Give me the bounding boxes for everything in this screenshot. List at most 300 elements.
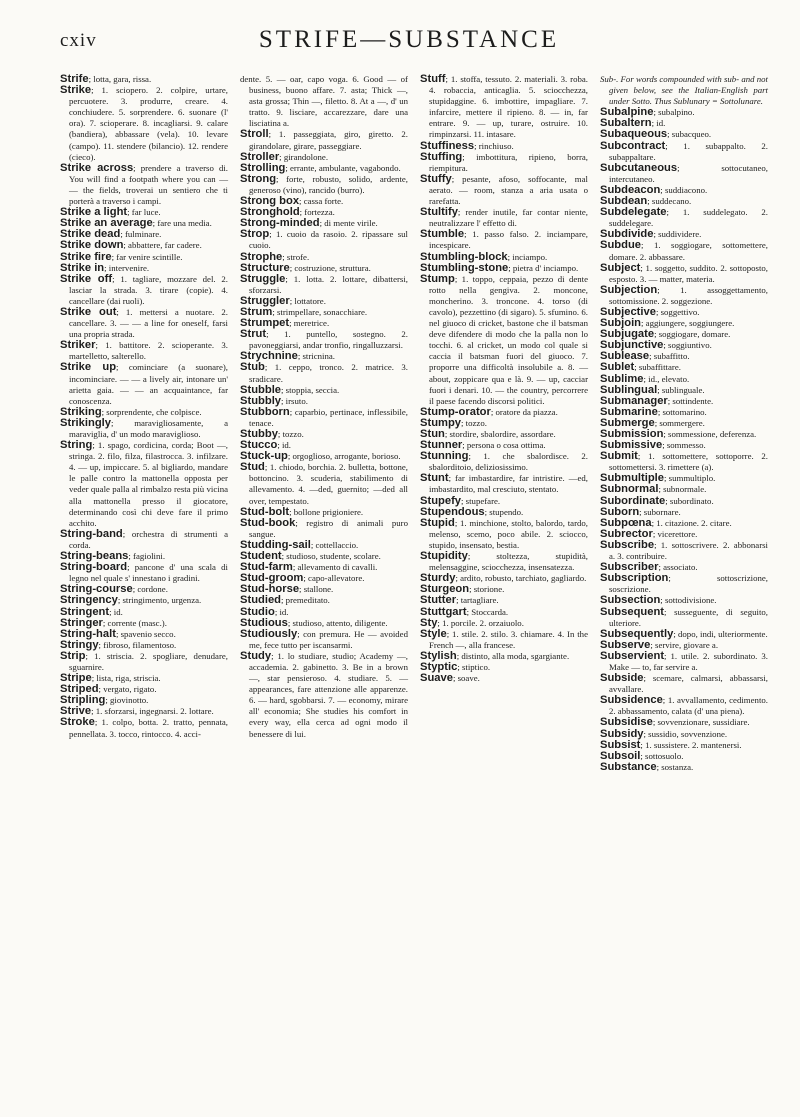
dictionary-entry <box>60 362 228 406</box>
definition: ; 1. chiodo, borchia. 2. bulletta, bottone, bottoncino. 3. scuderia, stabilimento di allevamento. 4. —ded, guernito; —ded all over, tempestato. <box>249 462 408 506</box>
definition: ; soggiuntivo. <box>663 340 712 351</box>
definition: ; stallone. <box>299 584 334 595</box>
definition: ; abbattere, far cadere. <box>123 240 202 251</box>
headword: Stringy <box>60 638 99 651</box>
definition: ; 1. minchione, stolto, balordo, tardo, melenso, scemo, poco abile. 2. sciocco, stupido, insensato, bestia. <box>429 517 588 550</box>
definition: Sub-. For words compounded with sub- and not given below, see the Italian-English part under Sotto. Thus Sublunary = Sottolunare. <box>600 74 768 107</box>
definition: ; sottoscrizione, soscrizione. <box>609 573 768 595</box>
headword: Sublease <box>600 350 650 363</box>
definition: ; fibroso, filamentoso. <box>98 639 177 650</box>
headword: Struggle <box>240 272 286 285</box>
dictionary-entry <box>600 74 768 107</box>
definition: ; stupendo. <box>484 506 524 517</box>
headword: Strike a light <box>60 206 128 219</box>
definition: ; storione. <box>469 584 505 595</box>
headword: Submission <box>600 428 664 440</box>
definition: ; id. <box>109 606 123 617</box>
headword: Stud-book <box>240 516 296 529</box>
dictionary-entry <box>420 229 588 251</box>
dictionary-entry <box>420 629 588 651</box>
headword: Subpœna <box>600 516 652 529</box>
definition: ; 1. sottomettere, sottoporre. 2. sottomettersi. 3. rimettere (a). <box>609 451 768 473</box>
dictionary-entry <box>600 695 768 717</box>
definition: ; sommessione, deferenza. <box>663 429 757 439</box>
dictionary-entry <box>60 85 228 163</box>
headword: Studio <box>240 605 275 618</box>
headword: Subscriber <box>600 561 659 574</box>
headword: Stuff <box>420 73 446 85</box>
definition: ; 1. cuoio da rasoio. 2. ripassare sul cuoio. <box>249 229 408 251</box>
headword: Stubby <box>240 428 278 440</box>
dictionary-entry <box>60 418 228 440</box>
definition: ; stupefare. <box>461 495 501 506</box>
definition: ; 1. battitore. 2. scioperante. 3. martelletto, salterello. <box>69 340 228 362</box>
definition: ; sottosuolo. <box>640 750 684 761</box>
running-head: STRIFE—SUBSTANCE <box>258 26 560 53</box>
definition: ; sottindente. <box>667 395 714 406</box>
headword: Sublingual <box>600 383 658 396</box>
headword: Strophe <box>240 250 283 263</box>
headword: Subsidence <box>600 694 663 707</box>
headword: Stub <box>240 361 265 374</box>
definition: ; sommesso. <box>662 440 706 451</box>
definition: ; bollone prigioniere. <box>289 506 364 517</box>
headword: Styptic <box>420 660 458 673</box>
headword: Stripling <box>60 694 106 707</box>
headword: Subcutaneous <box>600 161 678 174</box>
dictionary-entry <box>240 274 408 296</box>
headword: Strife <box>60 73 89 85</box>
dictionary-entry <box>420 418 588 429</box>
definition: ; orgoglioso, arrogante, borioso. <box>287 451 401 462</box>
definition: ; 1. striscia. 2. spogliare, denudare, sguarnire. <box>69 650 228 672</box>
definition: ; 1. soggetto, suddito. 2. sottoposto, esposto. 3. — matter, materia. <box>609 262 768 284</box>
dictionary-entry <box>600 451 768 473</box>
definition: ; 1. toppo, ceppaia, pezzo di dente rotto nella gengiva. 2. moncone, moncherino. 3. troncone. 4. torso (di cavolo), pezzettino (di sigaro). 5. sfumino. 6. nel giuoco di cricket, bastone che il batsman deve difendere di modo che la palla non lo tocchi. 6. al cricket, un modo col quale si caccia il batsman fuori del giuoco. 7. proporre una difficoltà insolubile a. 8. — about, zoppicare qua e là. 9. — up, cacciar fuori i denari. 10. — the country, percorrere il paese facendo discorsi politici. <box>429 273 588 406</box>
headword: Stuffy <box>420 172 452 185</box>
headword: Stuffing <box>420 150 463 163</box>
headword: Subside <box>600 672 644 685</box>
headword: Stumble <box>420 228 465 241</box>
headword: Subsidise <box>600 716 653 729</box>
headword: Subsoil <box>600 749 641 762</box>
definition: ; tozzo. <box>277 429 304 439</box>
dictionary-entry <box>600 141 768 163</box>
definition: ; 1. puntello, sostegno. 2. pavoneggiarsi, andar tronfio, ringalluzzarsi. <box>249 329 408 351</box>
headword: Sublime <box>600 372 644 385</box>
headword: Stroller <box>240 150 280 163</box>
definition: ; id. <box>274 606 289 617</box>
headword: Stultify <box>420 206 458 219</box>
definition: ; di mente virile. <box>319 218 378 229</box>
definition: ; 1. che sbalordisce. 2. sbalorditoio, deliziosissimo. <box>429 451 588 473</box>
page-number: cxiv <box>60 30 97 51</box>
headword: Suave <box>420 672 453 685</box>
definition: ; subnormale. <box>658 484 707 495</box>
definition: ; cordone. <box>132 584 168 595</box>
definition: ; far luce. <box>127 207 161 218</box>
definition: ; 1. lotta. 2. lottare, dibattersi, sforzarsi. <box>249 273 408 295</box>
headword: Stringent <box>60 605 110 618</box>
definition: ; spavenio secco. <box>115 628 176 639</box>
headword: Subdelegate <box>600 206 667 219</box>
column-3 <box>420 74 588 1106</box>
definition: ; sublinguale. <box>657 384 705 395</box>
definition: ; summultiplo. <box>664 473 716 484</box>
headword: String <box>60 439 93 452</box>
dictionary-entry <box>600 163 768 185</box>
headword: Student <box>240 550 282 563</box>
definition: ; fortezza. <box>299 207 335 218</box>
definition: ; far imbastardire, far intristire. —ed, imbastardito, mal cresciuto, stentato. <box>429 473 588 495</box>
dictionary-entry <box>240 329 408 351</box>
headword: Strike dead <box>60 228 121 241</box>
headword: Subjection <box>600 283 658 296</box>
definition: ; prendere a traverso di. You will find a footpath where you can — — the fields, troverai un sentiero che ti porterà a traverso i campi. <box>69 162 228 207</box>
dictionary-entry <box>60 717 228 739</box>
definition: ; subornare. <box>639 506 681 517</box>
headword: Stump <box>420 272 455 285</box>
headword: Stumpy <box>420 416 462 429</box>
definition: ; 1. utile. 2. subordinato. 3. Make — to, far servire a. <box>609 650 768 672</box>
definition: ; registro di animali puro sangue. <box>249 517 408 539</box>
headword: Stronghold <box>240 206 300 219</box>
headword: Stuck-up <box>240 450 288 463</box>
dictionary-entry <box>60 440 228 529</box>
definition: ; imbottitura, ripieno, borra, riempitura. <box>429 151 588 173</box>
headword: Study <box>240 649 272 662</box>
definition: ; subaffitto. <box>649 351 690 362</box>
definition: ; 1. sussistere. 2. mantenersi. <box>640 739 742 750</box>
dictionary-entry <box>240 629 408 651</box>
definition: ; sottocutaneo, intercutaneo. <box>609 162 768 184</box>
definition: ; 1. citazione. 2. citare. <box>651 517 732 528</box>
headword: Sturgeon <box>420 583 470 596</box>
headword: Structure <box>240 261 290 274</box>
headword: Strong <box>240 172 277 185</box>
definition: ; susseguente, di seguito, ulteriore. <box>609 606 768 628</box>
headword: Stumbling-stone <box>420 261 509 274</box>
headword: Subdue <box>600 239 642 252</box>
definition: ; 1. avvallamento, cedimento. 2. abbassamento, calata (d' una piena). <box>609 695 768 717</box>
headword: Subsection <box>600 594 661 607</box>
definition: ; subacqueo. <box>667 129 712 140</box>
definition: ; render inutile, far contar niente, neutralizzare l' effetto di. <box>429 207 588 229</box>
definition: ; Stoccarda. <box>466 606 509 617</box>
headword: Subsist <box>600 738 641 751</box>
headword: Subservient <box>600 649 665 662</box>
headword: String-halt <box>60 627 116 640</box>
definition: ; suddecano. <box>647 196 692 207</box>
headword: Subdeacon <box>600 183 661 196</box>
headword: Submit <box>600 450 638 463</box>
definition: ; sussidio, sovvenzione. <box>643 728 728 739</box>
headword: Strike fire <box>60 250 112 263</box>
headword: Subsidy <box>600 727 644 740</box>
definition: ; tozzo. <box>461 417 487 428</box>
definition: ; lotta, gara, rissa. <box>88 74 152 84</box>
definition: ; 1. colpo, botta. 2. tratto, pennata, pennellata. 3. tocco, rintocco. 4. acci- <box>69 717 228 739</box>
headword: Stud-bolt <box>240 505 290 518</box>
headword: Sty <box>420 616 438 629</box>
definition: ; stoppia, seccia. <box>281 384 340 395</box>
definition: ; 1. porcile. 2. orzaiuolo. <box>437 617 524 628</box>
headword: Submerge <box>600 416 655 429</box>
headword: Subalpine <box>600 106 654 119</box>
definition: ; pesante, afoso, soffocante, mal aerato. — room, stanza a aria usata o rarefatta. <box>429 173 588 207</box>
definition: ; stringimento, urgenza. <box>117 595 202 606</box>
definition: ; lottatore. <box>289 295 326 306</box>
dictionary-entry <box>420 607 588 618</box>
headword: Strike off <box>60 272 113 285</box>
dictionary-entry <box>240 74 408 129</box>
definition: ; ardito, robusto, tarchiato, gagliardo. <box>455 573 587 584</box>
headword: String-beans <box>60 550 129 563</box>
headword: Stripe <box>60 672 92 685</box>
headword: Strolling <box>240 161 286 174</box>
headword: Subject <box>600 261 641 274</box>
headword: Striking <box>60 405 102 418</box>
definition: ; meretrice. <box>289 318 330 329</box>
headword: Subnormal <box>600 483 659 496</box>
definition: ; persona o cosa ottima. <box>462 440 546 451</box>
dictionary-entry <box>600 240 768 262</box>
headword: Stuffiness <box>420 139 475 152</box>
headword: Strut <box>240 328 267 341</box>
definition: ; stiptico. <box>457 661 491 672</box>
definition: ; forte, robusto, solido, ardente, generoso (vino), rancido (burro). <box>249 173 408 195</box>
definition: ; maravigliosamente, a maraviglia, d' un modo maraviglioso. <box>69 417 228 439</box>
dictionary-entry <box>420 152 588 174</box>
definition: ; 1. mettersi a nuotare. 2. cancellare. 3. — — a line for oneself, farsi una propria strada. <box>69 306 228 340</box>
headword: Stud-farm <box>240 561 293 574</box>
definition: ; servire, giovare a. <box>650 639 719 650</box>
headword: Subsequently <box>600 627 674 640</box>
definition: ; subalpino. <box>653 107 695 118</box>
headword: Stylish <box>420 649 457 662</box>
headword: Subsequent <box>600 605 665 618</box>
headword: Stuttgart <box>420 605 467 618</box>
definition: ; 1. lo studiare, studio; Academy —, accademia. 2. gabinetto. 3. Be in a brown —, star pensieroso. 4. studiare. 5. — appearances, fare attenzione alle apparenze. 6. — hard, sgobbarsi. 7. — economy, mirare all' economia; She studies his comfort in every way, ella cerca ad ogni modo il benessere di lui. <box>249 650 408 739</box>
headword: Substance <box>600 760 657 773</box>
definition: ; pancone d' una scala di legno nel quale s' innestano i gradini. <box>69 562 228 584</box>
headword: Studiously <box>240 627 298 640</box>
definition: ; rinchiuso. <box>474 140 514 151</box>
definition: ; dopo, indi, ulteriormente. <box>673 628 768 639</box>
definition: ; scemare, calmarsi, abbassarsi, avvallare. <box>609 673 768 695</box>
headword: Subcontract <box>600 139 666 152</box>
definition: ; fare una media. <box>152 218 212 229</box>
dictionary-entry <box>600 540 768 562</box>
dictionary-entry <box>600 573 768 595</box>
definition: ; sorprendente, che colpisce. <box>101 406 202 417</box>
headword: String-band <box>60 527 123 540</box>
definition: ; 1. suddelegato. 2. suddelegare. <box>609 207 768 229</box>
headword: Stroll <box>240 128 269 141</box>
definition: ; costruzione, struttura. <box>289 262 371 273</box>
headword: Strike <box>60 84 92 97</box>
headword: Stunner <box>420 439 463 452</box>
definition: ; 1. sciopero. 2. colpire, urtare, percuotere. 3. produrre, creare. 4. conchiudere. 5. sorprendere. 6. suonare (l' ora). 7. scioperare. 8. incagliarsi. 9. calare (bandiera), abbassare (vela). 10. levare (campo). 11. stendere (bilancio). 12. rendere (cieco). <box>69 85 228 162</box>
column-2 <box>240 74 408 1106</box>
headword: Strikingly <box>60 416 111 429</box>
headword: Subrector <box>600 527 653 540</box>
headword: Strop <box>240 228 270 241</box>
dictionary-entry <box>60 163 228 207</box>
headword: String-board <box>60 561 128 574</box>
definition: dente. 5. — oar, capo voga. 6. Good — of business, buono affare. 7. asta; Thick —, asta grossa; Thin —, filetto. 8. At a —, d' un tratto. 9. lisciare, accarezzare, dare una lisciatina a. <box>240 74 408 129</box>
dictionary-entry <box>60 651 228 673</box>
definition: ; fulminare. <box>120 229 162 240</box>
definition: ; 1. sforzarsi, ingegnarsi. 2. lottare. <box>91 706 214 717</box>
headword: Stunning <box>420 450 469 463</box>
headword: Strike up <box>60 361 117 374</box>
headword: Submarine <box>600 405 658 418</box>
definition: ; vicerettore. <box>652 528 698 539</box>
dictionary-entry <box>60 274 228 307</box>
headword: Strike out <box>60 305 117 318</box>
definition: ; sostanza. <box>656 761 694 772</box>
dictionary-entry <box>420 673 588 684</box>
definition: ; allevamento di cavalli. <box>292 562 378 573</box>
headword: Struggler <box>240 294 290 307</box>
headword: Subscription <box>600 572 669 585</box>
definition: ; stricnina. <box>297 351 335 362</box>
definition: ; 1. passeggiata, giro, giretto. 2. girandolare, girare, passeggiare. <box>249 129 408 151</box>
headword: Subjugate <box>600 328 655 341</box>
columns <box>60 74 768 1106</box>
page-header <box>60 24 758 58</box>
headword: Strike down <box>60 239 124 252</box>
dictionary-entry <box>420 174 588 207</box>
dictionary-entry <box>240 174 408 196</box>
definition: ; 1. ceppo, tronco. 2. matrice. 3. sradicare. <box>249 362 408 384</box>
definition: ; corrente (masc.). <box>102 617 167 628</box>
dictionary-entry <box>600 207 768 229</box>
dictionary-entry <box>240 407 408 429</box>
headword: Strong box <box>240 195 300 208</box>
definition: ; studioso, attento, diligente. <box>287 617 388 628</box>
column-4 <box>600 74 768 1106</box>
definition: ; girandolone. <box>279 151 329 162</box>
dictionary-entry <box>60 529 228 551</box>
headword: Strum <box>240 305 273 318</box>
definition: ; 1. tagliare, mozzare del. 2. lasciar la strada. 3. tirare (copie). 4. cancellare (dai ruoli). <box>69 273 228 306</box>
headword: Striker <box>60 339 96 352</box>
headword: Stud <box>240 461 265 474</box>
headword: Stud-groom <box>240 572 304 585</box>
dictionary-entry <box>600 263 768 285</box>
definition: ; sovvenzionare, sussidiare. <box>652 717 750 728</box>
dictionary-entry <box>420 274 588 407</box>
dictionary-entry <box>600 285 768 307</box>
headword: Subdivide <box>600 228 654 241</box>
definition: ; premeditato. <box>281 595 330 606</box>
headword: Strike an average <box>60 217 153 230</box>
definition: ; irsuto. <box>281 395 308 406</box>
dictionary-entry <box>600 651 768 673</box>
dictionary-entry <box>240 518 408 540</box>
dictionary-entry <box>600 607 768 629</box>
definition: ; inciampo. <box>507 251 548 262</box>
headword: Strive <box>60 705 92 718</box>
definition: ; vergato, rigato. <box>98 684 157 695</box>
definition: ; soave. <box>452 673 480 684</box>
headword: Subdean <box>600 195 648 208</box>
headword: Suborn <box>600 505 640 518</box>
headword: String-course <box>60 583 133 596</box>
dictionary-entry <box>420 518 588 551</box>
definition: ; 1. stile. 2. stilo. 3. chiamare. 4. In the French —, alla francese. <box>429 628 588 650</box>
dictionary-entry <box>420 207 588 229</box>
headword: Sublet <box>600 361 635 374</box>
definition: ; stordire, sbalordire, assordare. <box>444 429 556 439</box>
headword: Stubbly <box>240 394 282 407</box>
dictionary-entry <box>240 362 408 384</box>
definition: ; caparbio, pertinace, inflessibile, tenace. <box>249 406 408 428</box>
dictionary-entry <box>240 129 408 151</box>
dictionary-entry <box>420 74 588 141</box>
headword: Stumbling-block <box>420 250 508 263</box>
headword: Strip <box>60 649 86 662</box>
column-1 <box>60 74 228 1106</box>
headword: Stutter <box>420 594 457 607</box>
definition: ; distinto, alla moda, sgargiante. <box>456 650 570 661</box>
definition: ; soggiogare, domare. <box>654 329 731 340</box>
headword: Subserve <box>600 638 651 651</box>
headword: Subaqueous <box>600 128 668 141</box>
headword: Sturdy <box>420 572 456 585</box>
headword: Style <box>420 627 447 640</box>
headword: Subscribe <box>600 538 655 551</box>
headword: Strike across <box>60 161 134 174</box>
headword: Stunt <box>420 472 449 485</box>
headword: Stun <box>420 428 445 440</box>
headword: Stud-horse <box>240 583 300 596</box>
definition: ; 1. soggiogare, sottomettere, domare. 2. abbassare. <box>609 240 768 262</box>
definition: ; id. <box>277 440 291 451</box>
headword: Stupendous <box>420 505 485 518</box>
definition: ; tartagliare. <box>456 595 499 606</box>
headword: Stupid <box>420 516 455 529</box>
definition: ; subordinato. <box>665 495 714 506</box>
definition: ; studioso, studente, scolare. <box>281 551 381 562</box>
definition: ; 1. spago, cordicina, corda; Boot —, stringa. 2. filo, filza, filastrocca. 3. infilzare. 4. — up, impiccare. 5. al bigliardo, mandare le palle contro la mattonella opposta per veder quale palla al rimbalzo resta più vicina alla mattonella presso il giocatore, determinando così chi deve fare il primo acchito. <box>69 440 228 528</box>
definition: ; sottomarino. <box>657 406 707 417</box>
definition: ; 1. assoggettamento, sottomissione. 2. soggezione. <box>609 284 768 306</box>
definition: ; con premura. He — avoided me, fece tutto per iscansarmi. <box>249 628 408 650</box>
headword: Subjective <box>600 305 656 318</box>
definition: ; id. <box>651 118 666 129</box>
definition: ; soggettivo. <box>655 306 700 317</box>
dictionary-entry <box>600 762 768 773</box>
dictionary-entry <box>240 651 408 740</box>
definition: ; 1. stoffa, tessuto. 2. materiali. 3. roba. 4. robaccia, anticaglia. 5. sciocchezza, stupidaggine. 6. imbottire, impagliare. 7. infarcire, mettere il ripieno. 8. — in, far entrare. 9. — up, turare, ostruire. 10. rimpinzarsi. 11. intasare. <box>429 74 588 140</box>
headword: Subjunctive <box>600 339 664 352</box>
headword: Submanager <box>600 394 668 407</box>
headword: Stump-orator <box>420 405 491 418</box>
dictionary-entry <box>420 473 588 495</box>
definition: ; errante, ambulante, vagabondo. <box>285 162 401 173</box>
headword: Stringer <box>60 616 103 629</box>
dictionary-entry <box>600 673 768 695</box>
definition: ; strofe. <box>282 251 310 262</box>
headword: Subordinate <box>600 494 666 507</box>
headword: Submultiple <box>600 472 665 485</box>
dictionary-entry <box>60 340 228 362</box>
dictionary-entry <box>420 451 588 473</box>
dictionary-entry <box>420 551 588 573</box>
